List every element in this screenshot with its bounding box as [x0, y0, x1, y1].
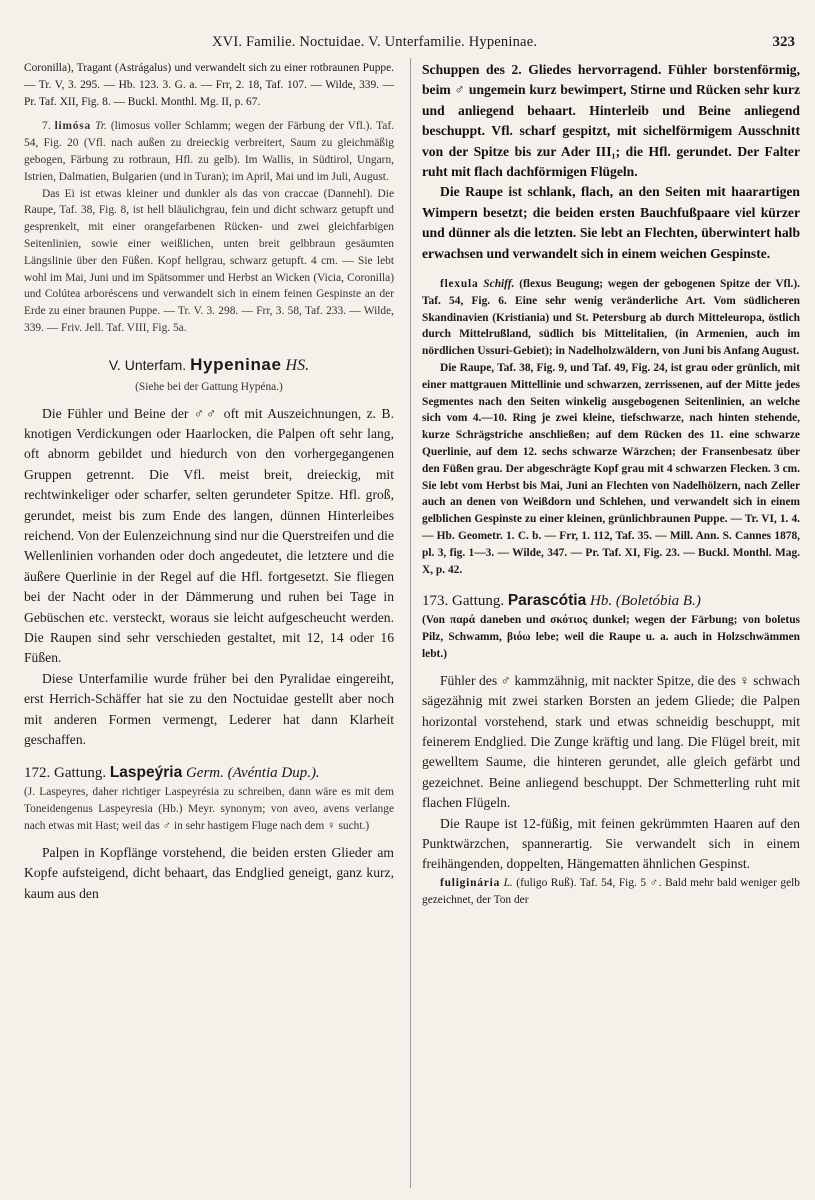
subfamily-name: Hypeninae [190, 354, 282, 374]
fuliginaria-paragraph [422, 875, 800, 909]
genus-172-author: Germ. (Avéntia Dup.). [185, 765, 320, 782]
running-head [0, 34, 815, 56]
limosa-egg-paragraph: Das Ei ist etwas kleiner und dunkler als das von craccae (Dannehl). Die Raupe, Taf. 38, Fig. 8, ist hell bläulichgrau, fein und dicht schwarz getupft und gesprenkelt, mit einer orangefarbenen Rücken- und zwei gleichfarbigen Seitenlinien, sowie einer weißlichen, unten breit gelbbraun gesäumten Längslinie über den Füßen. Kopf hellgrau, schwarz getupft. 4 cm. — Sie lebt wohl im Mai, Juni und im Spätsommer und Herbst an Wicken (Vicia, Coronilla) und Colútea arboréscens und verwandelt sich in einem feinen Gespinste an der Erde zu einer braunen Puppe. — Tr. V. 3. 298. — Frr, 3. 58, Taf. 233. — Wilde, 339. — Friv. Jell. Taf. VIII, Fig. 5a. [24, 187, 394, 334]
page-number: 323 [772, 34, 795, 50]
flexula-species-name: flexula [440, 278, 479, 291]
limosa-number: 7. [42, 120, 51, 133]
genus-172-number: 172. Gattung. [24, 765, 107, 782]
right-column [422, 60, 800, 908]
subfamily-note: (Siehe bei der Gattung Hypéna.) [135, 380, 283, 393]
subfamily-heading [24, 355, 394, 375]
limosa-paragraph [24, 118, 394, 185]
flexula-description: (flexus Beugung; wegen der gebogenen Spitze der Vfl.). Taf. 54, Fig. 6. Eine sehr wenig veränderliche Art. Vom südlicheren Skandinavien (Kristiania) und St. Petersburg ab durch Mitteleuropa, östlich durch Mittelrußland, südlich bis Mittelitalien, (in Armenien, auch im nördlichen Ussuri-Gebiet); in Nadelholzwäldern, von Juni bis Anfang August. [422, 278, 801, 358]
genus-172-heading [24, 762, 394, 784]
genus-172-raupe: Die Raupe ist schlank, flach, an den Seiten mit haarartigen Wimpern besetzt; die beiden ersten Bauchfußpaare viel kürzer und dünner als die letzten. Sie lebt an Flechten, überwintert halb erwachsen und verwandelt sich in einem weichen Gespinste. [422, 184, 800, 261]
genus-173-raupe: Die Raupe ist 12-füßig, mit feinen gekrümmten Haaren auf den Punktwärzchen, spannerartig. Sie verwandelt sich in einem freihängenden, doppelten, Hängematten ähnlichen Gespinst. [422, 815, 800, 872]
fuliginaria-description: (fuligo Ruß). Taf. 54, Fig. 5 ♂. Bald mehr bald weniger gelb gezeichnet, der Ton der [422, 876, 800, 906]
subfamily-history: Diese Unterfamilie wurde früher bei den Pyralidae eingereiht, erst Herrich-Schäffer hat sie zu den Noctuidae gestellt aber noch mit anderen Formen vermengt, Lederer hat dann Klarheit geschaffen. [24, 670, 394, 748]
column-divider [410, 58, 411, 1188]
subfamily-prefix: V. Unterfam. [108, 356, 187, 373]
genus-172-name: Laspeýria [109, 764, 183, 782]
genus-173-heading [422, 590, 800, 612]
genus-173-author: Hb. (Boletóbia B.) [590, 593, 701, 610]
subfamily-description: Die Fühler und Beine der ♂♂ oft mit Auszeichnungen, z. B. knotigen Verdickungen oder Haarlocken, die Palpen oft sehr lang, oft abnorm gebildet und hiedurch von den vorhergegangenen Gruppen getrennt. Die Vfl. meist breit, dreieckig, mit rechtwinkeliger oder scharfer, selten gerundeter Spitze. Hfl. groß, gerundet, meist bis zum Ende des langen, dünnen Hinterleibes reichend. Von der Eulenzeichnung sind nur die Querstreifen und die Wellenlinien vorhanden oder doch angedeutet, die letztere und die äußere Querlinie in der Regel auf die Hfl. fortgesetzt. Sie fliegen bei der Nacht oder in der Dämmerung und ruhen bei Tage in Gebüschen etc. versteckt, woraus sie leicht aufgescheucht werden. Die Raupen sind sehr verschieden gestaltet, mit 12, 14 oder 16 Füßen. [24, 405, 394, 666]
flexula-author: Schiff. [483, 278, 515, 291]
flexula-paragraph [422, 276, 800, 360]
limosa-author: Tr. [95, 120, 107, 133]
genus-173-etymology: (Von παρά daneben und σκότιος dunkel; wegen der Färbung; von boletus Pilz, Schwamm, βιόω lebe; weil die Raupe u. a. auch in Holzschwämmen lebt.) [422, 614, 800, 660]
genus-173-name: Parascótia [507, 592, 587, 610]
flexula-raupe-paragraph: Die Raupe, Taf. 38, Fig. 9, und Taf. 49, Fig. 24, ist grau oder grünlich, mit einer mattgrauen Mittellinie und schwarzen, zerrissenen, auf der Mitte jedes Segmentes nach den Seiten winkelig ausgebogenen Seitenlinien, an welche sich vom 4.—10. Ring je zwei kleine, tiefschwarze, nach hinten stehende, kurze Schrägstriche anschließen; auf dem Rücken des 11. eine schwarze Querlinie, auf dem 12. sechs schwarze Wärzchen; der Fransenbesatz über den Füßen grau. Der abgeschrägte Kopf grau mit 4 schwarzen Flecken. 3 cm. Sie lebt vom Herbst bis Mai, Juni an Flechten von Nadelhölzern, nach Zeller auch an denen von Weißdorn und Schlehen, und verwandelt sich in einem gelblichen Gespinste zu einer kleinen, grünlichbraunen Puppe. — Tr. VI, 1. 4. — Hb. Geometr. 1. C. b. — Frr, 1. 112, Taf. 35. — Mill. Ann. S. Cannes 1878, pl. 3, fig. 1—3. — Wilde, 347. — Pr. Taf. XI, Fig. 23. — Buckl. Monthl. Mag. X, p. 42. [422, 362, 800, 576]
genus-172-etymology: (J. Laspeyres, daher richtiger Laspeyrésia zu schreiben, dann wäre es mit dem Toneidengenus Laspeyresia (Hb.) Meyr. synonym; von aveo, avens verlange nach etwas mit Hast; weil das ♂ in sehr hastigem Fluge nach dem ♀ sucht.) [24, 786, 394, 833]
fuliginaria-author: L. [503, 876, 513, 889]
running-title: XVI. Familie. Noctuidae. V. Unterfamilie. Hypeninae. [212, 34, 538, 50]
coronilla-paragraph: Coronilla), Tragant (Astrágalus) und verwandelt sich zu einer rotbraunen Puppe. — Tr. V, 3. 295. — Hb. 123. 3. G. a. — Frr, 2. 18, Taf. 107. — Wilde, 339. — Pr. Taf. XII, Fig. 8. — Buckl. Monthl. Mg. II, p. 67. [24, 62, 394, 108]
genus-173-number: 173. Gattung. [422, 593, 505, 610]
left-column [24, 60, 394, 904]
genus-173-description: Fühler des ♂ kammzähnig, mit nackter Spitze, die des ♀ schwach sägezähnig mit zwei starken Borsten an jedem Gliede; die Palpen horizontal vorstehend, stark und etwas schneidig beschuppt, mit feinerem Endglied. Die Zunge kräftig und lang. Die Flügel breit, mit gewelltem Saume, die hinteren gerundet, alle gleich gefärbt und gezeichnet. Beine anliegend beschuppt. Der Schmetterling ruht mit flachen Flügeln. [422, 672, 800, 811]
limosa-species-name: limósa [54, 120, 92, 133]
genus-172-description: Palpen in Kopflänge vorstehend, die beiden ersten Glieder am Kopfe aufsteigend, dicht behaart, das Endglied geneigt, ganz kurz, kaum aus den [24, 844, 394, 901]
subfamily-author: HS. [285, 356, 310, 374]
fuliginaria-species-name: fuliginária [440, 876, 501, 889]
genus-172-description-cont: Schuppen des 2. Gliedes hervorragend. Fühler borstenförmig, beim ♂ ungemein kurz bewimpert, Stirne und Rücken sehr kurz und anliegend behaart. Hinterleib und Beine anliegend beschuppt. Vfl. scharf gespitzt, mit sichelförmigem Ausschnitt von der Spitze bis zur Ader III₁; die Hfl. gerundet. Der Falter ruht mit flach dachförmigen Flügeln. [422, 62, 800, 180]
limosa-description: (limosus voller Schlamm; wegen der Färbung der Vfl.). Taf. 54, Fig. 20 (Vfl. nach außen zu dreieckig verbreitert, Saum zu gleichmäßig gebogen, Färbung zu rotbraun, Hfl. zu gelb). Im Wallis, in Südtirol, Ungarn, Istrien, Dalmatien, Bulgarien (und in Turan); im April, Mai und im Juli, August. [24, 120, 394, 183]
